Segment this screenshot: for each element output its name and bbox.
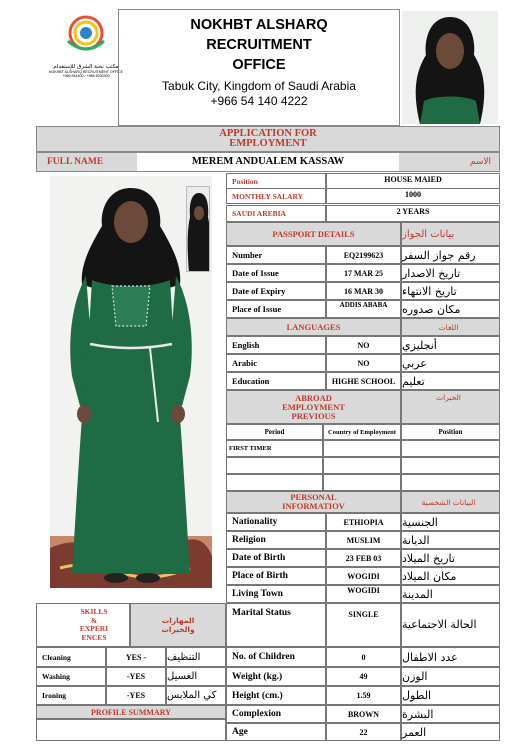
language-label-1: Arabic xyxy=(226,354,326,372)
job-label-2: SAUDI AREBIA xyxy=(226,205,326,222)
job-label-1: MONTHLY SALARY xyxy=(226,188,326,204)
full-name-label-ar: الاسم xyxy=(399,153,499,171)
abroad-row-2-country xyxy=(323,474,401,491)
abroad-row-1-period xyxy=(226,457,323,474)
abroad-title-ar: الخبرات xyxy=(401,390,500,424)
application-title: APPLICATION FOR EMPLOYMENT xyxy=(219,128,317,149)
passport-label-ar-2: تاريخ الانتهاء xyxy=(401,282,500,300)
logo-arabic-text: مكتب نخبة الشرق للإستقدام xyxy=(53,64,119,70)
company-title-box xyxy=(118,9,400,126)
header xyxy=(36,9,500,126)
abroad-row-1-position xyxy=(401,457,500,474)
personal-label-4: Living Town xyxy=(226,585,326,603)
skill-label-2: Ironing xyxy=(36,686,106,705)
personal-label-ar-1: الديانة xyxy=(401,531,500,549)
personal-label-ar-3: مكان الميلاد xyxy=(401,567,500,585)
passport-label-ar-0: رقم جواز السفر xyxy=(401,246,500,264)
personal-value-7: 49 xyxy=(326,667,401,686)
personal-label-ar-7: الوزن xyxy=(401,667,500,686)
profile-summary-title: PROFILE SUMMARY xyxy=(36,705,226,719)
skill-label-ar-2: كي الملابس xyxy=(166,686,226,705)
personal-label-2: Date of Birth xyxy=(226,549,326,567)
personal-value-10: 22 xyxy=(326,723,401,741)
passport-title-ar: بيانات الجواز xyxy=(401,222,500,246)
portrait-photo xyxy=(402,11,498,124)
language-value-2: HIGHE SCHOOL xyxy=(326,372,401,390)
job-value-0: HOUSE MAIED xyxy=(326,173,500,189)
personal-label-ar-5: الحالة الاجتماعية xyxy=(401,603,500,647)
personal-title-ar: البيانات الشخصية xyxy=(401,491,500,513)
languages-title-ar: اللغات xyxy=(401,318,500,336)
personal-label-9: Complexion xyxy=(226,705,326,723)
personal-title: PERSONAL INFORMATIOV xyxy=(226,491,401,513)
abroad-title: ABROAD EMPLOYMENT PREVIOUS xyxy=(226,390,401,424)
company-city: Tabuk City, Kingdom of Saudi Arabia xyxy=(162,79,356,93)
personal-value-8: 1.59 xyxy=(326,686,401,705)
job-label-0: Position xyxy=(226,173,326,189)
languages-title: LANGUAGES xyxy=(226,318,401,336)
personal-value-6: 0 xyxy=(326,647,401,667)
language-value-0: NO xyxy=(326,336,401,354)
passport-value-3: ADDIS ABABA xyxy=(326,300,401,318)
abroad-col-country: Country of Employment xyxy=(323,424,401,440)
skill-label-0: Cleaning xyxy=(36,647,106,667)
passport-photo-thumbnail xyxy=(186,186,210,272)
personal-label-5: Marital Status xyxy=(226,603,326,647)
passport-label-1: Date of Issue xyxy=(226,264,326,282)
company-name-line-3: OFFICE xyxy=(232,57,286,73)
passport-value-1: 17 MAR 25 xyxy=(326,264,401,282)
abroad-row-1-country xyxy=(323,457,401,474)
personal-label-ar-2: تاريخ الميلاد xyxy=(401,549,500,567)
skill-value-1: -YES xyxy=(106,667,166,686)
passport-value-0: EQ2199623 xyxy=(326,246,401,264)
personal-label-1: Religion xyxy=(226,531,326,549)
personal-label-ar-4: المدينة xyxy=(401,585,500,603)
abroad-col-position: Position xyxy=(401,424,500,440)
language-label-ar-0: أنجليزي xyxy=(401,336,500,354)
passport-label-0: Number xyxy=(226,246,326,264)
personal-label-0: Nationality xyxy=(226,513,326,531)
personal-label-8: Height (cm.) xyxy=(226,686,326,705)
personal-value-4: WOGIDI xyxy=(326,585,401,603)
language-label-2: Education xyxy=(226,372,326,390)
personal-label-ar-6: عدد الاطفال xyxy=(401,647,500,667)
passport-label-3: Place of Issue xyxy=(226,300,326,318)
abroad-col-period: Period xyxy=(226,424,323,440)
language-label-ar-2: تعليم xyxy=(401,372,500,390)
skill-label-1: Washing xyxy=(36,667,106,686)
abroad-row-2-position xyxy=(401,474,500,491)
passport-title: PASSPORT DETAILS xyxy=(226,222,401,246)
abroad-row-0-period: FIRST TIMER xyxy=(226,440,323,457)
abroad-row-0-position xyxy=(401,440,500,457)
language-label-0: English xyxy=(226,336,326,354)
personal-label-ar-10: العمر xyxy=(401,723,500,741)
personal-label-ar-0: الجنسية xyxy=(401,513,500,531)
company-name-line-1: NOKHBT ALSHARQ xyxy=(190,17,328,33)
company-phone: +966 54 140 4222 xyxy=(210,94,308,108)
skills-title: SKILLS & EXPERI ENCES xyxy=(36,603,130,647)
logo-phone-text: +966 544400 / +966 5030300 xyxy=(62,74,110,78)
skill-label-ar-0: التنظيف xyxy=(166,647,226,667)
personal-label-ar-8: الطول xyxy=(401,686,500,705)
application-title-bar xyxy=(36,126,500,152)
personal-label-7: Weight (kg.) xyxy=(226,667,326,686)
company-logo xyxy=(46,11,126,83)
job-value-1: 1000 xyxy=(326,188,500,204)
full-name-value: MEREM ANDUALEM KASSAW xyxy=(191,156,345,167)
personal-value-1: MUSLIM xyxy=(326,531,401,549)
personal-label-10: Age xyxy=(226,723,326,741)
full-name-row xyxy=(36,152,500,172)
personal-value-9: BROWN xyxy=(326,705,401,723)
language-value-1: NO xyxy=(326,354,401,372)
job-value-2: 2 YEARS xyxy=(326,205,500,222)
language-label-ar-1: عربي xyxy=(401,354,500,372)
personal-label-3: Place of Birth xyxy=(226,567,326,585)
personal-value-0: ETHIOPIA xyxy=(326,513,401,531)
personal-value-3: WOGIDI xyxy=(326,567,401,585)
skill-value-2: -YES xyxy=(106,686,166,705)
company-name-line-2: RECRUITMENT xyxy=(206,37,312,53)
abroad-row-2-period xyxy=(226,474,323,491)
passport-label-2: Date of Expiry xyxy=(226,282,326,300)
passport-label-ar-3: مكان صدوره xyxy=(401,300,500,318)
abroad-row-0-country xyxy=(323,440,401,457)
passport-label-ar-1: تاريخ الاصدار xyxy=(401,264,500,282)
skill-value-0: YES - xyxy=(106,647,166,667)
logo-english-text: NOKHBT ALSHARQ RECRUITMENT OFFICE xyxy=(48,70,124,74)
personal-value-5: SINGLE xyxy=(326,603,401,647)
full-name-label: FULL NAME xyxy=(37,153,137,171)
personal-label-ar-9: البشرة xyxy=(401,705,500,723)
skill-label-ar-1: الغسيل xyxy=(166,667,226,686)
skills-title-ar: المهارات والخبرات xyxy=(130,603,226,647)
logo-emblem-icon xyxy=(46,11,126,59)
personal-value-2: 23 FEB 03 xyxy=(326,549,401,567)
personal-label-6: No. of Children xyxy=(226,647,326,667)
profile-summary-body xyxy=(36,719,226,741)
passport-value-2: 16 MAR 30 xyxy=(326,282,401,300)
